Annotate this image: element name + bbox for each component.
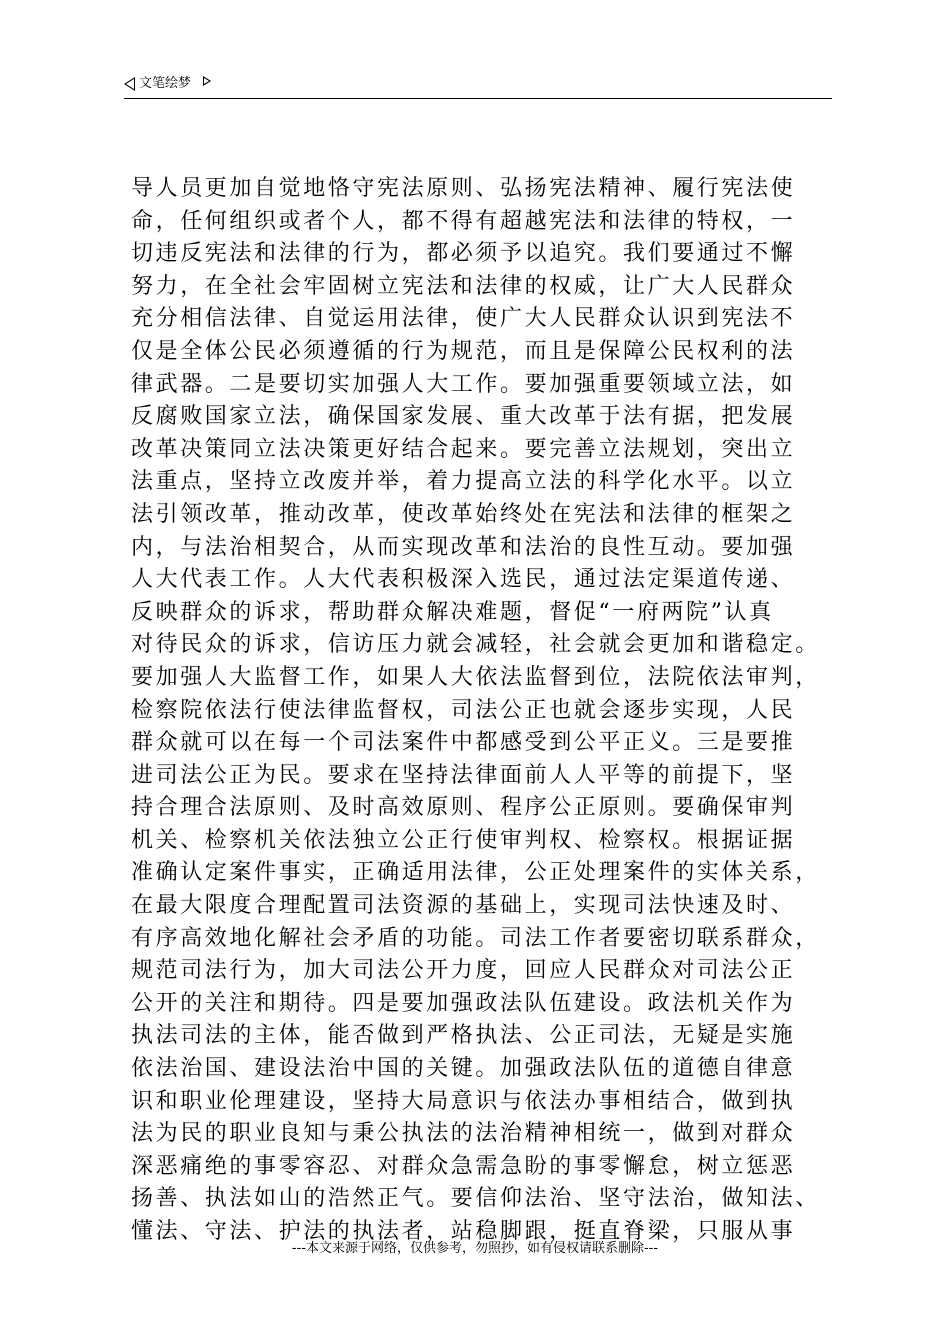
text-line: 法引领改革，推动改革，使改革始终处在宪法和法律的框架之 xyxy=(131,501,796,527)
text-line: 要加强人大监督工作，如果人大依法监督到位，法院依法审判， xyxy=(131,664,820,690)
text-line: 有序高效地化解社会矛盾的功能。司法工作者要密切联系群众， xyxy=(131,925,820,951)
text-line: 人大代表工作。人大代表积极深入选民，通过法定渠道传递、 xyxy=(131,567,796,593)
text-line: 懂法、守法、护法的执法者，站稳脚跟，挺直脊梁，只服从事 xyxy=(131,1219,796,1244)
triangle-right-icon xyxy=(203,76,211,86)
header-title-group xyxy=(124,76,211,92)
text-line: 规范司法行为，加大司法公开力度，回应人民群众对司法公正 xyxy=(131,958,796,984)
text-line: 持合理合法原则、及时高效原则、程序公正原则。要确保审判 xyxy=(131,795,796,821)
text-line: 扬善、执法如山的浩然正气。要信仰法治、坚守法治，做知法、 xyxy=(131,1186,820,1212)
text-line: 进司法公正为民。要求在坚持法律面前人人平等的前提下，坚 xyxy=(131,762,796,788)
text-line: 仅是全体公民必须遵循的行为规范，而且是保障公民权利的法 xyxy=(131,338,796,364)
page-header xyxy=(124,74,832,99)
text-line: 群众就可以在每一个司法案件中都感受到公平正义。三是要推 xyxy=(131,730,796,756)
page-footer: ---本文来源于网络，仅供参考，勿照抄，如有侵权请联系删除--- xyxy=(291,1241,659,1256)
text-line: 切违反宪法和法律的行为，都必须予以追究。我们要通过不懈 xyxy=(131,241,796,267)
text-line: 机关、检察机关依法独立公正行使审判权、检察权。根据证据 xyxy=(131,827,796,853)
text-line: 法为民的职业良知与秉公执法的法治精神相统一，做到对群众 xyxy=(131,1121,796,1147)
header-title: 文笔绘梦 xyxy=(139,76,192,91)
text-line: 对待民众的诉求，信访压力就会减轻，社会就会更加和谐稳定。 xyxy=(131,632,820,658)
text-line: 律武器。二是要切实加强人大工作。要加强重要领域立法，如 xyxy=(131,371,796,397)
text-line: 命，任何组织或者个人，都不得有超越宪法和法律的特权，一 xyxy=(131,208,796,234)
text-line: 改革决策同立法决策更好结合起来。要完善立法规划，突出立 xyxy=(131,436,796,462)
text-line: 充分相信法律、自觉运用法律，使广大人民群众认识到宪法不 xyxy=(131,306,796,332)
text-line: 深恶痛绝的事零容忍、对群众急需急盼的事零懈怠，树立惩恶 xyxy=(131,1153,796,1179)
text-line: 识和职业伦理建设，坚持大局意识与依法办事相结合，做到执 xyxy=(131,1088,796,1114)
text-line: 内，与法治相契合，从而实现改革和法治的良性互动。要加强 xyxy=(131,534,796,560)
text-line: 反映群众的诉求，帮助群众解决难题，督促“一府两院”认真 xyxy=(131,599,774,625)
text-line: 在最大限度合理配置司法资源的基础上，实现司法快速及时、 xyxy=(131,893,796,919)
text-line: 法重点，坚持立改废并举，着力提高立法的科学化水平。以立 xyxy=(131,469,796,495)
text-line: 导人员更加自觉地恪守宪法原则、弘扬宪法精神、履行宪法使 xyxy=(131,176,796,201)
text-line: 准确认定案件事实，正确适用法律，公正处理案件的实体关系， xyxy=(131,860,820,886)
text-line: 检察院依法行使法律监督权，司法公正也就会逐步实现，人民 xyxy=(131,697,796,723)
body-text xyxy=(131,173,841,1249)
text-line: 执法司法的主体，能否做到严格执法、公正司法，无疑是实施 xyxy=(131,1023,796,1049)
text-line: 努力，在全社会牢固树立宪法和法律的权威，让广大人民群众 xyxy=(131,273,796,299)
triangle-left-icon xyxy=(124,77,135,91)
text-line: 依法治国、建设法治中国的关键。加强政法队伍的道德自律意 xyxy=(131,1056,796,1082)
text-line: 公开的关注和期待。四是要加强政法队伍建设。政法机关作为 xyxy=(131,990,796,1016)
text-line: 反腐败国家立法，确保国家发展、重大改革于法有据，把发展 xyxy=(131,404,796,430)
